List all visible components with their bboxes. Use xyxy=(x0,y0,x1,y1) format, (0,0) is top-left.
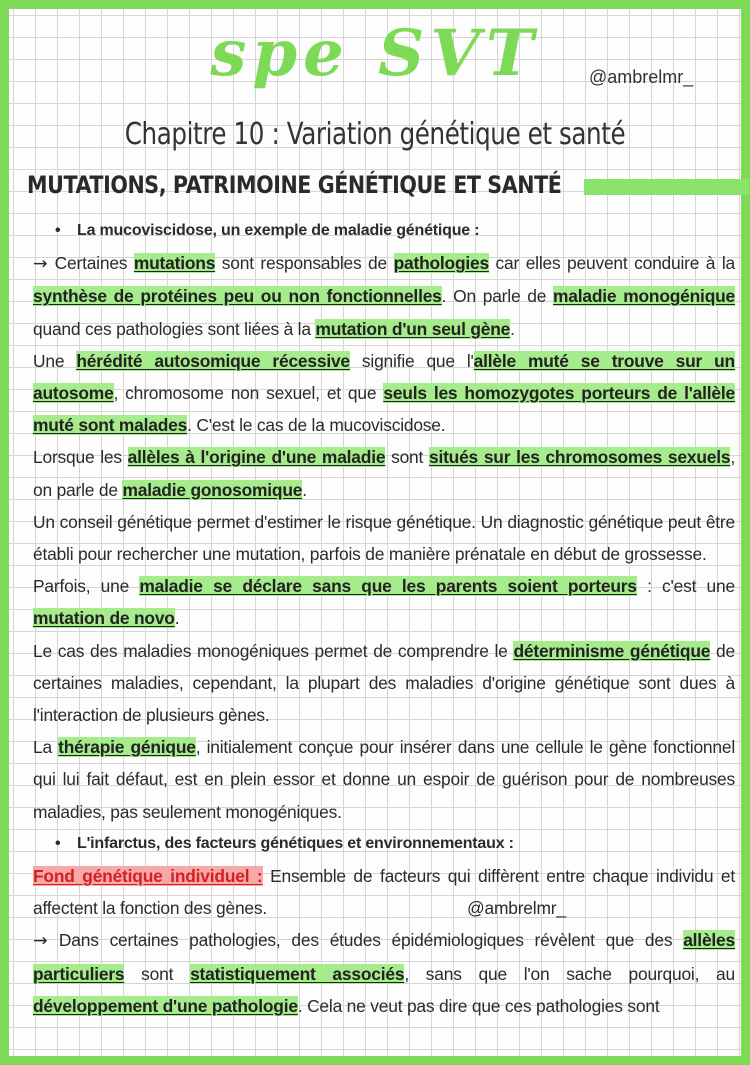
bullet-icon: • xyxy=(55,834,61,852)
highlight: allèle muté se trouve sur un autosome xyxy=(33,350,735,404)
paragraph-heredite: Une hérédité autosomique récessive signifie que l'allèle muté se trouve sur un autosome, chromosome non sexuel, et que seuls les homozygotes porteurs de l'allèle muté sont malades. C'est le cas de la mucoviscidose. xyxy=(33,350,735,436)
highlight: mutation d'un seul gène xyxy=(315,318,511,339)
bullet-icon: • xyxy=(55,222,61,239)
highlight: synthèse de protéines peu ou non fonctionnelles xyxy=(33,286,442,307)
bullet-heading-infarctus: • L'infarctus, des facteurs génétiques et environnementaux : xyxy=(33,828,735,860)
highlight: pathologies xyxy=(393,253,489,274)
paragraph-alleles: → Dans certaines pathologies, des études épidémiologiques révèlent que des allèles particuliers sont statistiquement associés, sans que l'on sache pourquoi, au développement d'une pathologie. Cela ne veut pas dire que ces pathologies sont xyxy=(33,930,735,1016)
author-handle: @ambrelmr_ xyxy=(589,67,694,87)
highlight: maladie se déclare sans que les parents soient porteurs xyxy=(139,576,637,597)
highlight: maladie gonosomique xyxy=(122,479,303,500)
paragraph-mutations: → Certaines mutations sont responsables de pathologies car elles peuvent conduire à la synthèse de protéines peu ou non fonctionnelles. On parle de maladie monogénique quand ces pathologies sont liées à la mutation d'un seul gène. xyxy=(33,253,736,339)
highlight: développement d'une pathologie xyxy=(33,995,298,1016)
definition-term: Fond génétique individuel : xyxy=(33,866,263,887)
paragraph-fond-genetique: Fond génétique individuel : Ensemble de facteurs qui diffèrent entre chaque individu et affectent la fonction des gènes. @ambrelmr_ xyxy=(33,860,735,924)
notes-body xyxy=(33,215,735,1022)
author-handle-inline: @ambrelmr_ xyxy=(467,898,566,919)
paragraph-de-novo: Parfois, une maladie se déclare sans que les parents soient porteurs : c'est une mutation de novo. xyxy=(33,576,735,629)
highlight: hérédité autosomique récessive xyxy=(76,350,350,371)
highlight: déterminisme génétique xyxy=(513,640,711,661)
highlight: statistiquement associés xyxy=(190,963,405,984)
section-heading: MUTATIONS, PATRIMOINE GÉNÉTIQUE ET SANTÉ xyxy=(27,171,562,199)
paragraph-therapie: La thérapie génique, initialement conçue pour insérer dans une cellule le gène fonctionnel qui lui fait défaut, est en plein essor et donne un espoir de guérison pour de nombreuses maladies, pas seulement monogéniques. xyxy=(33,737,735,822)
paragraph-gonosomique: Lorsque les allèles à l'origine d'une maladie sont situés sur les chromosomes sexuels, on parle de maladie gonosomique. xyxy=(33,447,735,500)
highlight: seuls les homozygotes porteurs de l'allèle muté sont malades xyxy=(33,383,735,436)
chapter-title: Chapitre 10 : Variation génétique et santé xyxy=(124,117,626,152)
bullet-heading-mucoviscidose: • La mucoviscidose, un exemple de maladie génétique : xyxy=(33,215,735,247)
highlight: thérapie génique xyxy=(58,737,196,758)
arrow-icon: → xyxy=(33,254,55,275)
highlight: allèles particuliers xyxy=(33,930,735,984)
highlight: maladie monogénique xyxy=(553,286,736,307)
arrow-icon: → xyxy=(33,931,59,952)
page-title: spe SVT xyxy=(210,16,540,91)
highlight: allèles à l'origine d'une maladie xyxy=(127,447,386,468)
highlight: situés sur les chromosomes sexuels xyxy=(428,447,731,468)
paragraph-conseil: Un conseil génétique permet d'estimer le risque génétique. Un diagnostic génétique peut être établi pour rechercher une mutation, parfois de manière prénatale en début de grossesse. xyxy=(33,511,735,565)
heading-accent-bar xyxy=(584,179,749,195)
highlight: mutations xyxy=(133,253,216,274)
highlight: mutation de novo xyxy=(33,608,175,629)
paragraph-determinisme: Le cas des maladies monogéniques permet de comprendre le déterminisme génétique de certaines maladies, cependant, la plupart des maladies d'origine génétique sont dues à l'interaction de plusieurs gènes. xyxy=(33,640,735,726)
